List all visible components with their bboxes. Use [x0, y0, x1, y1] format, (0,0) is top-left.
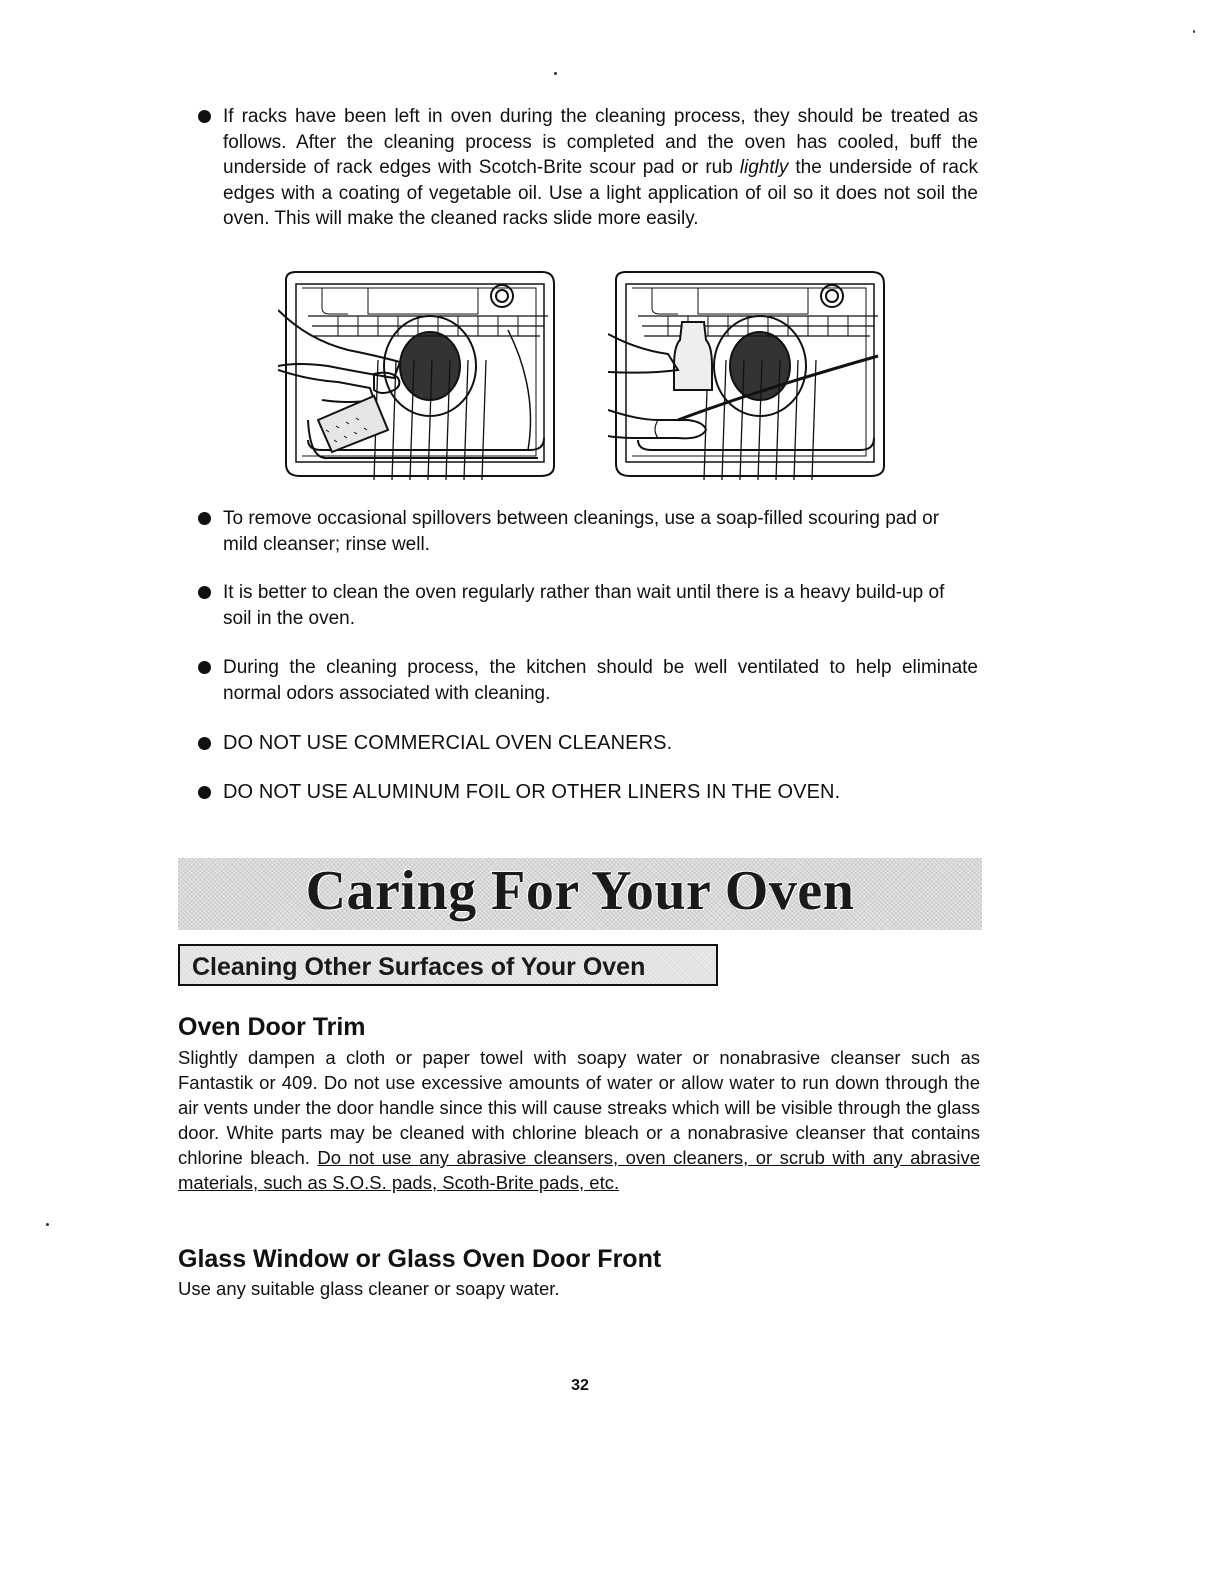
- bullet-spillovers: [198, 506, 978, 557]
- bullet-dot: [198, 661, 211, 674]
- bullet-dot: [198, 512, 211, 525]
- bullet-dot: [198, 786, 211, 799]
- oven-rack-scour-pad-illustration-icon: [278, 270, 562, 480]
- banner-title: Caring For Your Oven: [305, 860, 855, 922]
- bullet-text: DO NOT USE ALUMINUM FOIL OR OTHER LINERS IN THE OVEN.: [223, 781, 841, 803]
- bullet-no-commercial-cleaners: [198, 731, 978, 757]
- illustrations: [278, 270, 898, 480]
- bullet-text: During the cleaning process, the kitchen should be well ventilated to help eliminate normal odors associated with cleaning.: [223, 657, 978, 704]
- bullet-dot: [198, 586, 211, 599]
- scan-speck: [554, 72, 557, 75]
- bullet-no-aluminum-foil: [198, 780, 978, 806]
- subsection-box: [178, 944, 718, 986]
- bullet-dot: [198, 110, 211, 123]
- section-banner: [178, 858, 982, 930]
- heading-glass-window: Glass Window or Glass Oven Door Front: [178, 1245, 662, 1273]
- bullet-racks-treatment: [198, 104, 978, 232]
- bullet-dot: [198, 737, 211, 750]
- scan-speck: [1193, 30, 1195, 33]
- warning-underlined: Do not use any abrasive cleansers, oven cleaners, or scrub with any abrasive materials, such as S.O.S. pads, Scoth-Brite pads, etc.: [178, 1147, 980, 1193]
- scan-speck: [46, 1223, 49, 1226]
- bullet-text: To remove occasional spillovers between cleanings, use a soap-filled scouring pad or mild cleanser; rinse well.: [223, 508, 940, 555]
- bullet-ventilation: [198, 655, 978, 706]
- oven-rack-vegetable-oil-illustration-icon: [608, 270, 892, 480]
- emphasis-lightly: lightly: [739, 157, 789, 178]
- page-number: 32: [571, 1377, 589, 1394]
- bullet-text: If racks have been left in oven during the cleaning process, they should be treated as follows. After the cleaning process is completed and the oven has cooled, buff the underside of rack edges with Scotch-Brite scour pad or rub lightly the underside of rack edges with a coating of vegetable oil. Use a light application of oil so it does not soil the oven. This will make the cleaned racks slide more easily.: [223, 106, 978, 229]
- subsection-title: Cleaning Other Surfaces of Your Oven: [192, 953, 646, 981]
- paragraph-glass-window: Use any suitable glass cleaner or soapy water.: [178, 1278, 560, 1299]
- heading-oven-door-trim: Oven Door Trim: [178, 1013, 366, 1041]
- bullet-text: DO NOT USE COMMERCIAL OVEN CLEANERS.: [223, 732, 673, 754]
- paragraph-oven-door-trim: Slightly dampen a cloth or paper towel with soapy water or nonabrasive cleanser such as Fantastik or 409. Do not use excessive amounts of water or allow water to run down through the air vents under the door handle since this will cause streaks which will be visible through the glass door. White parts may be cleaned with chlorine bleach or a nonabrasive cleanser that contains chlorine bleach. Do not use any abrasive cleansers, oven cleaners, or scrub with any abrasive materials, such as S.O.S. pads, Scoth-Brite pads, etc.: [178, 1047, 980, 1193]
- bullet-regular-cleaning: [198, 580, 978, 631]
- bullet-text: It is better to clean the oven regularly rather than wait until there is a heavy build-up of soil in the oven.: [223, 582, 945, 629]
